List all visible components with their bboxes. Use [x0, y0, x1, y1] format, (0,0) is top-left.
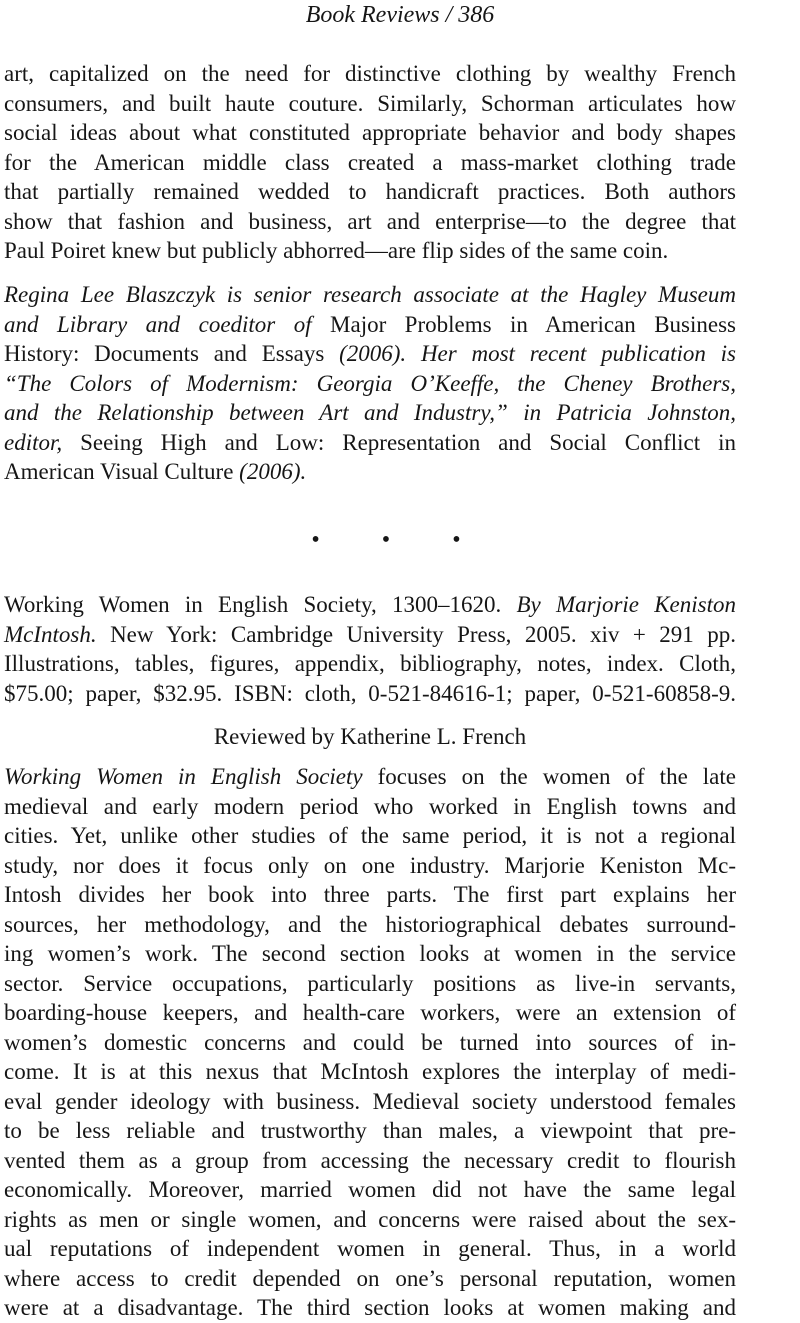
body-line: consumers, and built haute couture. Similarly, Schorman articulates how	[4, 90, 736, 116]
citation-line: Illustrations, tables, figures, appendix, bibliography, notes, index. Cloth,	[4, 651, 736, 676]
body-line: social ideas about what constituted appropriate behavior and body shapes	[4, 120, 736, 145]
review-line: medieval and early modern period who worked in English towns and	[4, 793, 736, 819]
body-line: for the American middle class created a mass-market clothing trade	[4, 149, 736, 175]
bio-roman-text: Major Problems in American Business	[311, 311, 736, 337]
book-title: Working Women in English Society, 1300–1620.	[4, 592, 502, 617]
book-author: By Marjorie Keniston	[501, 592, 736, 617]
review-line: sources, her methodology, and the historiographical debates surround-	[4, 911, 736, 937]
book-author: McIntosh.	[4, 621, 97, 647]
citation-line	[4, 590, 736, 620]
review-line: rights as men or single women, and concerns were raised about the sex-	[4, 1206, 736, 1232]
review-line: boarding-house keepers, and health-care workers, were an extension of	[4, 1000, 736, 1025]
body-line: show that fashion and business, art and enterprise—to the degree that	[4, 208, 736, 234]
review-line: Working Women in English Society focuses on the women of the late	[4, 764, 736, 789]
review-line: vented them as a group from accessing the necessary credit to flourish	[4, 1147, 736, 1173]
review-line: were at a disadvantage. The third section looks at women making and	[4, 1295, 736, 1320]
bio-italic-text: and Library and coeditor of	[4, 311, 312, 337]
review-line: economically. Moreover, married women did not have the same legal	[4, 1177, 736, 1202]
citation-line	[4, 620, 736, 650]
bio-line: “The Colors of Modernism: Georgia O’Keeffe, the Cheney Brothers,	[4, 370, 736, 396]
body-line: Paul Poiret knew but publicly abhorred—are flip sides of the same coin.	[4, 238, 669, 263]
bio-line: Regina Lee Blaszczyk is senior research associate at the Hagley Museum	[4, 282, 736, 307]
review-line: cities. Yet, unlike other studies of the same period, it is not a regional	[4, 823, 736, 848]
bio-roman-text: Seeing High and Low: Representation and Social Conflict in	[62, 429, 736, 455]
section-separator: • • •	[311, 527, 489, 553]
bio-line	[4, 339, 736, 369]
review-line: to be less reliable and trustworthy than males, a viewpoint that pre-	[4, 1118, 736, 1143]
bio-line	[4, 428, 736, 458]
review-line: where access to credit depended on one’s personal reputation, women	[4, 1265, 736, 1291]
review-line: Intosh divides her book into three parts. The first part explains her	[4, 882, 736, 907]
author-bio	[4, 280, 736, 487]
bio-roman-text: American Visual Culture	[4, 459, 234, 484]
bio-line	[4, 310, 736, 340]
publisher-info: New York: Cambridge University Press, 2005. xiv + 291 pp.	[96, 621, 736, 647]
previous-review-conclusion	[4, 59, 736, 266]
bio-roman-text: History: Documents and Essays	[4, 341, 325, 366]
running-head: Book Reviews / 386	[305, 2, 495, 28]
book-title-reference: Working Women in English Society	[4, 764, 363, 789]
review-line: come. It is at this nexus that McIntosh explores the interplay of medi-	[4, 1059, 736, 1084]
body-line: art, capitalized on the need for distinctive clothing by wealthy French	[4, 61, 736, 86]
review-line: sector. Service occupations, particularly positions as live-in servants,	[4, 970, 736, 996]
review-body	[4, 762, 736, 1323]
reviewer-credit: Reviewed by Katherine L. French	[213, 724, 527, 749]
bio-italic-text: (2006). Her most recent publication is	[324, 341, 737, 366]
body-line: that partially remained wedded to handicraft practices. Both authors	[4, 179, 736, 204]
review-line: women’s domestic concerns and could be turned into sources of in-	[4, 1029, 736, 1055]
review-line: ual reputations of independent women in general. Thus, in a world	[4, 1236, 736, 1261]
book-citation	[4, 590, 736, 708]
review-line: ing women’s work. The second section looks at women in the service	[4, 941, 736, 966]
citation-line: $75.00; paper, $32.95. ISBN: cloth, 0-521-84616-1; paper, 0-521-60858-9.	[4, 680, 736, 706]
bio-italic-text: (2006).	[233, 459, 307, 484]
review-line: study, nor does it focus only on one industry. Marjorie Keniston Mc-	[4, 852, 736, 878]
review-line: eval gender ideology with business. Medieval society understood females	[4, 1088, 736, 1114]
bio-italic-text: editor,	[4, 429, 63, 455]
bio-line	[4, 457, 736, 487]
bio-line: and the Relationship between Art and Industry,” in Patricia Johnston,	[4, 400, 736, 425]
